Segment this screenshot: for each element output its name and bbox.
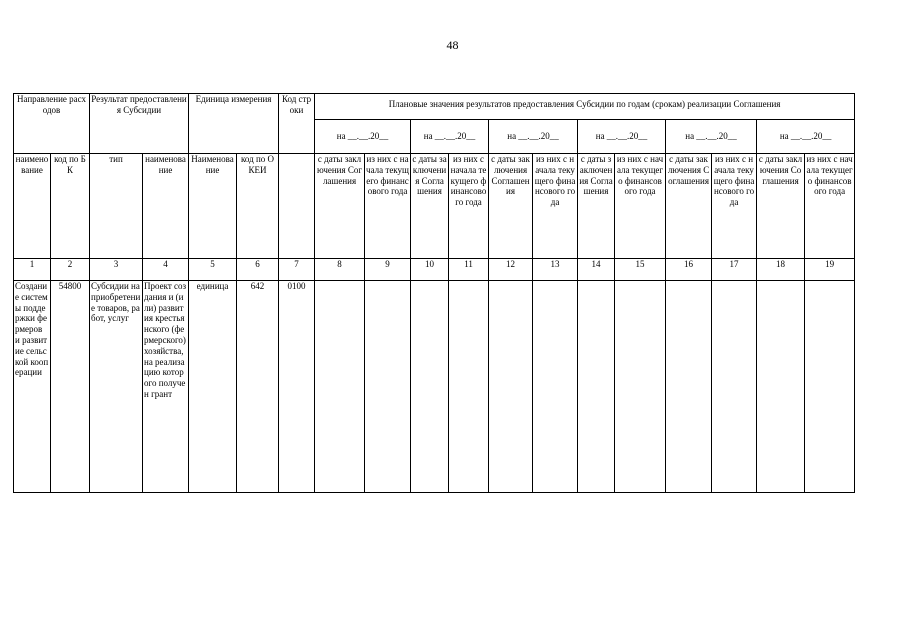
- cell-okei: 642: [237, 281, 279, 493]
- column-numbers-row: [14, 259, 855, 281]
- subheader-from-agreement: с даты заключения Соглашения: [666, 154, 712, 259]
- page-number: 48: [446, 38, 459, 52]
- column-number: 5: [189, 259, 237, 281]
- subheader-from-year: из них с начала текущего финансового года: [712, 154, 757, 259]
- cell-value: [666, 281, 712, 493]
- subheader-okei-code: код по ОКЕИ: [237, 154, 279, 259]
- cell-value: [805, 281, 855, 493]
- column-number: 19: [805, 259, 855, 281]
- cell-direction-name: Создание системы поддержки фермеров и развитие сельской кооперации: [14, 281, 51, 493]
- column-number: 14: [578, 259, 615, 281]
- column-number: 1: [14, 259, 51, 281]
- subheader-result-name: наименование: [143, 154, 189, 259]
- subheader-from-agreement: с даты заключения Соглашения: [757, 154, 805, 259]
- cell-line-code: 0100: [279, 281, 315, 493]
- column-number: 10: [411, 259, 449, 281]
- cell-unit: единица: [189, 281, 237, 493]
- results-table: [13, 93, 855, 493]
- cell-value: [489, 281, 533, 493]
- period-header: на __.__.20__: [489, 120, 578, 154]
- table-row: [14, 281, 855, 493]
- header-unit: Единица измерения: [189, 94, 279, 154]
- subheader-from-year: из них с начала текущего финансового года: [533, 154, 578, 259]
- column-number: 2: [51, 259, 90, 281]
- column-number: 6: [237, 259, 279, 281]
- column-number: 11: [449, 259, 489, 281]
- header-result: Результат предоставления Субсидии: [90, 94, 189, 154]
- subheader-from-agreement: с даты заключения Соглашения: [578, 154, 615, 259]
- column-number: 18: [757, 259, 805, 281]
- column-number: 17: [712, 259, 757, 281]
- cell-value: [533, 281, 578, 493]
- subheader-name: наименование: [14, 154, 51, 259]
- cell-value: [365, 281, 411, 493]
- cell-value: [757, 281, 805, 493]
- column-number: 4: [143, 259, 189, 281]
- period-header: на __.__.20__: [666, 120, 757, 154]
- subheader-from-year: из них с начала текущего финансового года: [805, 154, 855, 259]
- period-header: на __.__.20__: [315, 120, 411, 154]
- subheader-type: тип: [90, 154, 143, 259]
- subheader-from-agreement: с даты заключения Соглашения: [315, 154, 365, 259]
- subheader-from-agreement: с даты заключения Соглашения: [411, 154, 449, 259]
- cell-value: [449, 281, 489, 493]
- subheader-from-year: из них с начала текущего финансового года: [615, 154, 666, 259]
- column-number: 16: [666, 259, 712, 281]
- column-number: 15: [615, 259, 666, 281]
- column-number: 3: [90, 259, 143, 281]
- cell-bk-code: 54800: [51, 281, 90, 493]
- subheader-from-year: из них с начала текущего финансового года: [449, 154, 489, 259]
- cell-result-name: Проект создания и (или) развития крестьянского (фермерского) хозяйства, на реализацию которого получен грант: [143, 281, 189, 493]
- cell-value: [315, 281, 365, 493]
- period-header: на __.__.20__: [757, 120, 855, 154]
- period-header: на __.__.20__: [578, 120, 666, 154]
- subheader-unit-name: Наименование: [189, 154, 237, 259]
- column-number: 13: [533, 259, 578, 281]
- column-number: 9: [365, 259, 411, 281]
- column-number: 7: [279, 259, 315, 281]
- cell-type: Субсидии на приобретение товаров, работ, услуг: [90, 281, 143, 493]
- header-planned: Плановые значения результатов предоставления Субсидии по годам (срокам) реализации Соглашения: [315, 94, 855, 120]
- header-code: Код строки: [279, 94, 315, 154]
- cell-value: [411, 281, 449, 493]
- column-number: 12: [489, 259, 533, 281]
- period-header: на __.__.20__: [411, 120, 489, 154]
- cell-value: [712, 281, 757, 493]
- cell-value: [578, 281, 615, 493]
- column-number: 8: [315, 259, 365, 281]
- subheader-bk-code: код по БК: [51, 154, 90, 259]
- cell-value: [615, 281, 666, 493]
- subheader-from-year: из них с начала текущего финансового года: [365, 154, 411, 259]
- subheader-empty: [279, 154, 315, 259]
- header-direction: Направление расходов: [14, 94, 90, 154]
- subheader-from-agreement: с даты заключения Соглашения: [489, 154, 533, 259]
